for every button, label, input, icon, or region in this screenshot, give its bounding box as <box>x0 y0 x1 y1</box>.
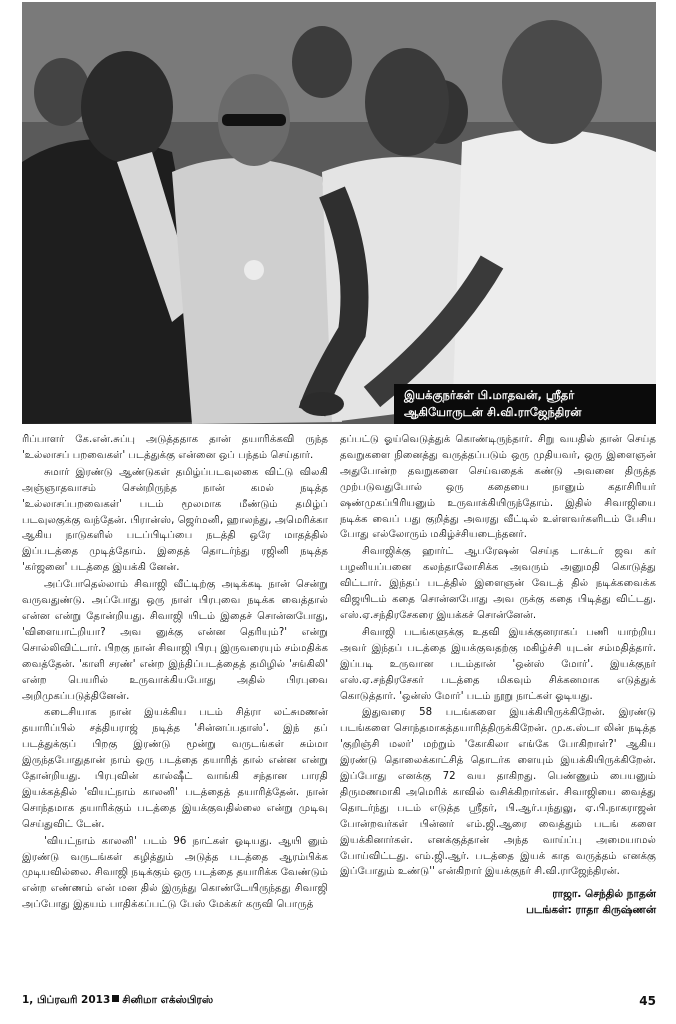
caption-line-1: இயக்குநர்கள் பி.மாதவன், ஸ்ரீதர் <box>404 388 575 402</box>
photo-caption <box>394 384 656 424</box>
magazine-name: சினிமா எக்ஸ்பிரஸ் <box>122 994 214 1006</box>
paragraph: சுமார் இரண்டு ஆண்டுகள் தமிழ்ப்படவுலகை விட்டு விலகி அஞ்ஞாதவாசம் சென்றிருந்த நான் கமல் நடித்த 'உல்லாசப்பறவைகள்' படம் மூலமாக மீண்டும் தமிழ்ப் படவுலகுக்கு வந்தேன். பிரான்ஸ், ஜெர்மனி, ஹாலந்து, அமெரிக்கா ஆகிய நாடுகளில் படப்பிடிப்பை நடத்தி ஒரே மாதத்தில் இப்படத்தை முடித்தோம். இதைத் தொடர்ந்து ரஜினி நடித்த 'கர்ஜனை' படத்தை இயக்கி னேன். <box>22 466 328 574</box>
paragraph: அப்போதெல்லாம் சிவாஜி வீட்டிற்கு அடிக்கடி நான் சென்று வருவதுண்டு. அப்போது ஒரு நாள் பிரபுவை நடிக்க வைத்தால் என்ன என்று தோன்றியது. சிவாஜி யிடம் இதைச் சொன்னபோது, 'விளையாட்றியா? அவ னுக்கு என்ன தெரியும்?' என்று சொல்லிவிட்டார். பிறகு நான் சிவாஜி பிரபு இருவரையும் சம்மதிக்க வைத்தேன். 'காளி சரண்' என்ற இந்திப்படத்தைத் தமிழில் 'சங்கிலி' என்ற பெயரில் உருவாக்கியபோது அதில் பிரபுவை அறிமுகப்படுத்தினேன். <box>22 579 328 702</box>
article-credits <box>340 886 656 918</box>
page-footer <box>22 994 656 1012</box>
writer-credit: ராஜா. செந்தில் நாதன் <box>552 888 656 901</box>
paragraph: 'வியட்நாம் காலனி' படம் 96 நாட்கள் ஓடியது. ஆயி னும் இரண்டு வருடங்கள் கழித்தும் அடுத்த படத்தை ஆரம்பிக்க முடியவில்லை. சிவாஜி நடிக்கும் ஒரு படத்தை தயாரிக்க வேண்டும் என்ற எண்ணம் என் மன தில் இருந்து கொண்டேயிருந்தது சிவாஜி அப்போது இதயம் பாதிக்கப்பட்டு பேஸ் மேக்கர் கருவி பொருத் <box>22 835 328 911</box>
article-column-right <box>340 432 656 918</box>
square-bullet-icon <box>112 995 119 1002</box>
paragraph: இதுவரை 58 படங்களை இயக்கியிருக்கிறேன். இரண்டு படங்களை சொந்தமாகத்தயாரித்திருக்கிறேன். மு.க.ஸ்டா லின் நடித்த 'குறிஞ்சி மலர்' மற்றும் 'கோகிலா எங்கே போகிறாள்?' ஆகிய இரண்டு தொலைக்காட்சித் தொடர்க ளையும் இயக்கியிருக்கிறேன். இப்போது எனக்கு 72 வய தாகிறது. பெண்ணும் பையனும் திருமணமாகி அமெரிக் காவில் வசிக்கிறார்கள். சிவாஜியை வைத்து தொடர்ந்து படம் எடுத்த ஸ்ரீதர், பி.ஆர்.பந்துலு, ஏ.பி.நாகராஜன் போன்றவர்கள் பின்னர் எம்.ஜி.ஆரை வைத்தும் படங் களை இயக்கினார்கள். எனக்குத்தான் அந்த வாய்ப்பு அமையாமல் போய்விட்டது. எம்.ஜி.ஆர். படத்தை இயக் காத வருத்தம் எனக்கு இப்போதும் உண்டு'' என்கிறார் இயக்குநர் சி.வி.ராஜேந்திரன். <box>340 707 656 878</box>
paragraph: சிவாஜிக்கு ஹார்ட் ஆபரேஷன் செய்த டாக்டர் ஜவ கர் பழனியப்பனை கலந்தாலோசிக்க அவரும் அனுமதி கொடுத்து விட்டார். இந்தப் படத்தில் இளைஞன் வேடத் தில் நடிக்கவைக்க விஜயிடம் கதை சொன்னபோது அவ ருக்கு கதை பிடித்து விட்டது. எஸ்.ஏ.சந்திரசேகரை இயக்கச் சொன்னேன். <box>340 546 656 621</box>
caption-line-2: ஆகியோருடன் சி.வி.ராஜேந்திரன் <box>404 405 582 419</box>
paragraph: தப்பட்டு ஓய்வெடுத்துக் கொண்டிருந்தார். சிறு வயதில் தான் செய்த தவறுகளை நினைத்து வருத்தப்படும் ஒரு முதியவர், ஒரு இளைஞன் அதுபோன்ற தவறுகளை செய்வதைக் கண்டு அவனை திருத்த முற்படுவதுபோல் ஒரு கதையை நானும் கதாசிரியர் ஷண்முகப்பிரியனும் உருவாக்கியிருந்தோம். இதில் சிவாஜியை நடிக்க வைப் பது குறித்து அவரது வீட்டில் உள்ளவர்களிடம் பேசிய போது எல்லோரும் மகிழ்ச்சியடைந்தனர். <box>340 434 656 541</box>
paragraph: கடைசியாக நான் இயக்கிய படம் சித்ரா லட்சுமணன் தயாரிப்பில் சத்தியராஜ் நடித்த 'சின்னப்பதாஸ்'. இந் தப் படத்துக்குப் பிறகு இரண்டு மூன்று வருடங்கள் சும்மா இருந்தபோதுதான் நாம் ஒரு படத்தை தயாரித் தால் என்ன என்று தோன்றியது. பிரபுவின் கால்ஷீட் வாங்கி சந்தான பாரதி இயக்கத்தில் 'வியட்நாம் காலனி' படத்தைத் தயாரித்தேன். நான் சொந்தமாக தயாரிக்கும் படத்தை இயக்குவதில்லை என்று முடிவு செய்துவிட் டேன். <box>22 707 328 830</box>
article-column-left <box>22 432 328 914</box>
photo-illustration <box>22 2 656 424</box>
footer-issue <box>22 994 213 1007</box>
page-number: 45 <box>639 994 656 1008</box>
photo-credit: படங்கள்: ராதா கிருஷ்ணன் <box>526 904 656 917</box>
paragraph: சிவாஜி படங்களுக்கு உதவி இயக்குனராகப் பணி யாற்றிய அவர் இந்தப் படத்தை இயக்குவதற்கு மகிழ்ச்சி யுடன் சம்மதித்தார். இப்படி உருவான படம்தான் 'ஒன்ஸ் மோர்'. இயக்குநர் எஸ்.ஏ.சந்திரசேகர் படத்தை மிகவும் சிக்கனமாக எடுத்துக் கொடுத்தார். 'ஒன்ஸ் மோர்' படம் நூறு நாட்கள் ஓடியது. <box>340 626 656 702</box>
paragraph: ரிப்பாளர் கே.என்.சுப்பு அடுத்ததாக தான் தயாரிக்கவி ருந்த 'உல்லாசப் பறவைகள்' படத்துக்கு என்னை ஒப் பந்தம் செய்தார். <box>22 434 328 461</box>
issue-date: 1, பிப்ரவரி 2013 <box>22 994 111 1006</box>
article-photo <box>22 2 656 424</box>
